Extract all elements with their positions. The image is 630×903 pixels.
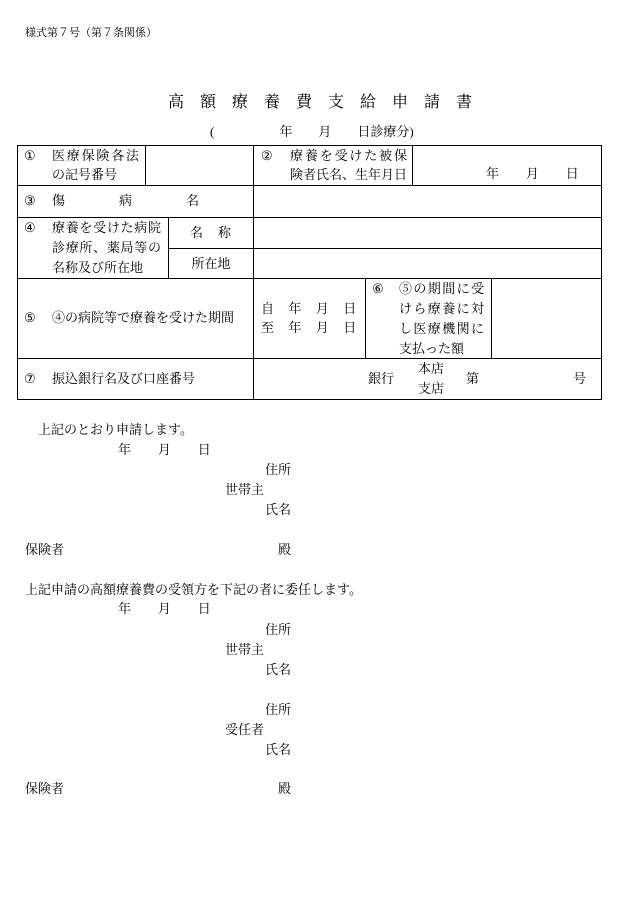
- applicant-name-label: 氏名: [265, 502, 292, 517]
- delegate-address-label: 住所: [265, 702, 292, 717]
- illness-label: 傷 病 名: [52, 193, 200, 208]
- insurance-number-label: [52, 146, 139, 184]
- delegation-date: 年 月 日: [118, 601, 212, 616]
- delegation-addressee-honorific: 殿: [278, 781, 292, 796]
- branch-office-option: 支店: [418, 381, 445, 396]
- facility-address-label: 所在地: [191, 256, 231, 271]
- delegator-name-label: 氏名: [265, 662, 292, 677]
- insurance-number-label-line-1: 医療保険各法: [52, 148, 139, 163]
- insured-person-label-line-1: 療養を受けた被保: [290, 148, 407, 163]
- amount-paid-label-line-2: けら療養に対: [399, 301, 484, 316]
- amount-paid-label: [399, 279, 484, 359]
- period-from: 自 年 月 日: [261, 301, 357, 316]
- item-number-1: ①: [24, 148, 36, 163]
- application-table: [17, 145, 602, 400]
- account-number-suffix: 号: [573, 371, 587, 386]
- amount-paid-label-line-1: ⑤の期間に受: [399, 281, 484, 296]
- item-number-4: ④: [24, 220, 36, 235]
- application-statement: 上記のとおり申請します。: [38, 422, 193, 437]
- insurance-number-label-cell: [17, 145, 146, 186]
- facility-label-cell: [17, 217, 169, 279]
- amount-paid-label-cell: [365, 278, 492, 359]
- form-number: 様式第７号（第７条関係）: [25, 27, 157, 39]
- bank-account-value-cell: [253, 358, 602, 400]
- treatment-period-label: ④の病院等で療養を受けた期間: [52, 310, 235, 325]
- period-to: 至 年 月 日: [261, 320, 357, 335]
- insured-person-label: [290, 146, 407, 184]
- applicant-role: 世帯主: [225, 482, 265, 497]
- delegation-addressee-label: 保険者: [25, 781, 65, 796]
- insurance-number-value-cell: [145, 145, 254, 186]
- facility-label: [52, 218, 161, 278]
- bank-account-label-cell: [17, 358, 254, 400]
- application-addressee-honorific: 殿: [278, 542, 292, 557]
- applicant-address-label: 住所: [265, 462, 292, 477]
- bank-suffix: 銀行: [368, 371, 395, 386]
- facility-label-line-2: 診療所、薬局等の: [52, 240, 161, 255]
- item-number-5: ⑤: [24, 310, 36, 325]
- facility-label-line-1: 療養を受けた病院: [52, 220, 161, 235]
- treatment-period-value-cell: [253, 278, 366, 359]
- facility-name-label-cell: [168, 217, 254, 249]
- insurance-number-label-line-2: の記号番号: [52, 167, 118, 182]
- head-office-option: 本店: [418, 361, 445, 376]
- illness-label-cell: [17, 185, 254, 218]
- delegation-statement: 上記申請の高額療養費の受領方を下記の者に委任します。: [25, 582, 362, 597]
- delegator-address-label: 住所: [265, 622, 292, 637]
- facility-address-label-cell: [168, 248, 254, 279]
- treatment-period-label-cell: [17, 278, 254, 359]
- amount-paid-label-line-4: 支払った額: [399, 341, 465, 356]
- item-number-6: ⑥: [372, 281, 384, 296]
- delegate-role: 受任者: [225, 722, 265, 737]
- facility-address-value-cell: [253, 248, 602, 279]
- amount-paid-label-line-3: し医療機関に: [399, 321, 484, 336]
- item-number-3: ③: [24, 193, 36, 208]
- delegate-name-label: 氏名: [265, 742, 292, 757]
- birth-date-placeholder: 年 月 日: [486, 166, 580, 181]
- application-date: 年 月 日: [118, 442, 212, 457]
- treatment-month-line: ( 年 月 日診療分): [210, 124, 414, 139]
- item-number-2: ②: [261, 148, 273, 163]
- facility-name-label: 名 称: [189, 225, 232, 240]
- delegator-role: 世帯主: [225, 642, 265, 657]
- amount-paid-value-cell: [491, 278, 602, 359]
- insured-person-label-line-2: 険者氏名、生年月日: [290, 167, 408, 182]
- account-number-prefix: 第: [466, 371, 480, 386]
- page-title: 高 額 療 養 費 支 給 申 請 書: [168, 94, 473, 111]
- insured-person-label-cell: [253, 145, 413, 186]
- insured-person-value-cell: [412, 145, 602, 186]
- application-addressee-label: 保険者: [25, 542, 65, 557]
- facility-label-line-3: 名称及び所在地: [52, 260, 144, 275]
- facility-name-value-cell: [253, 217, 602, 249]
- bank-account-label: 振込銀行名及び口座番号: [52, 371, 196, 386]
- illness-value-cell: [253, 185, 602, 218]
- item-number-7: ⑦: [24, 371, 36, 386]
